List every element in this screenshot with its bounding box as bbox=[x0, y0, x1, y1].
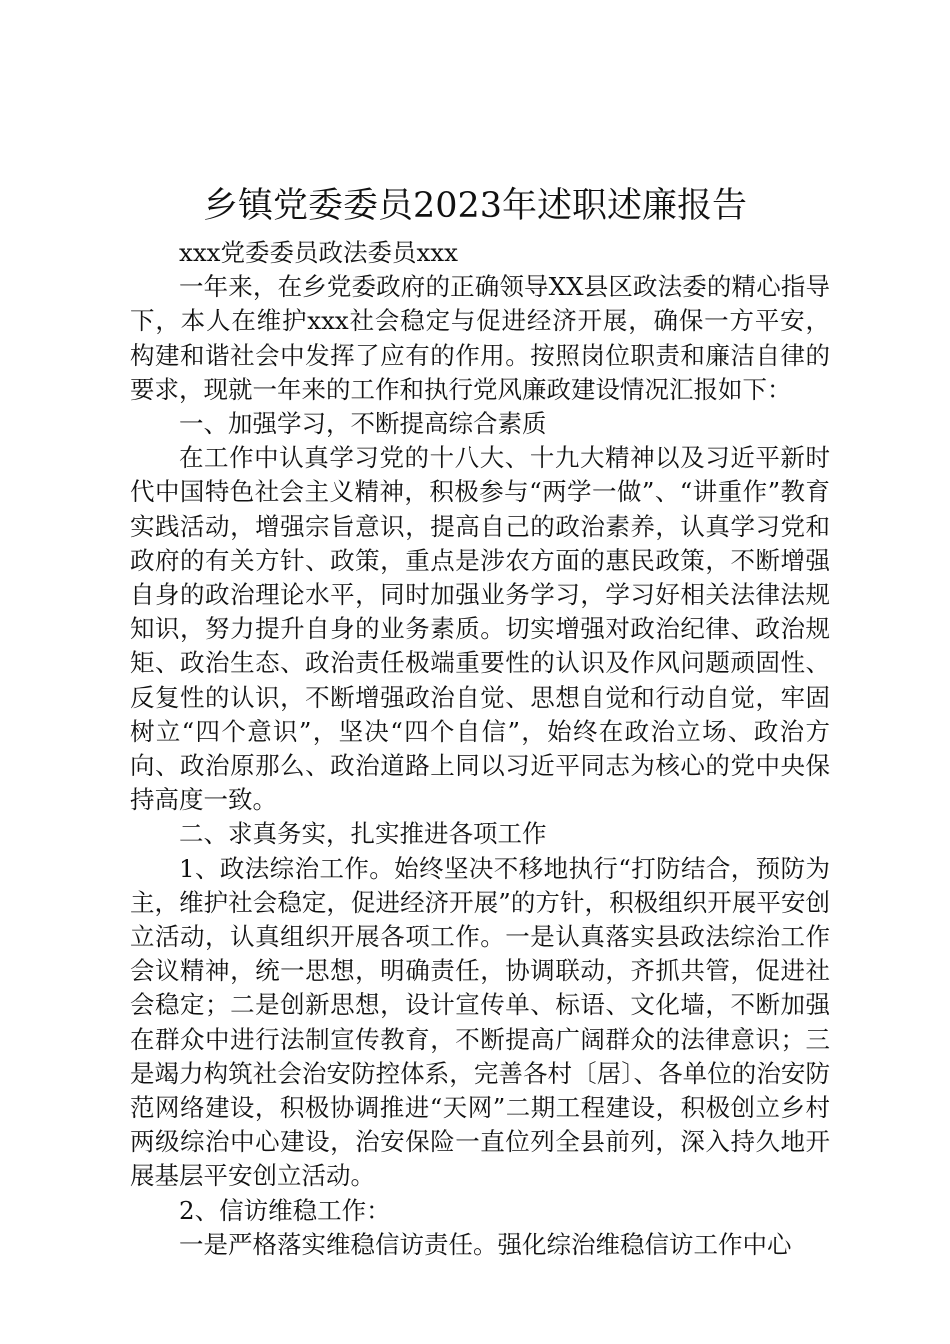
section-heading-1: 一、加强学习，不断提高综合素质 bbox=[179, 409, 547, 439]
section-heading-2: 二、求真务实，扎实推进各项工作 bbox=[179, 819, 547, 849]
paragraph-petition: 一是严格落实维稳信访责任。强化综治维稳信访工作中心 bbox=[179, 1229, 792, 1259]
document-title: 乡镇党委委员2023年述职述廉报告 bbox=[202, 186, 748, 226]
document-body bbox=[130, 236, 830, 1262]
paragraph-intro: 一年来，在乡党委政府的正确领导XX县区政法委的精心指导下，本人在维护xxx社会稳定与促进经济开展，确保一方平安，构建和谐社会中发挥了应有的作用。按照岗位职责和廉洁自律的要求，现就一年来的工作和执行党风廉政建设情况汇报如下： bbox=[130, 272, 830, 404]
subheading-petition: 2、信访维稳工作： bbox=[179, 1195, 391, 1225]
paragraph-legal-work: 1、政法综治工作。始终坚决不移地执行“打防结合，预防为主，维护社会稳定，促进经济开展”的方针，积极组织开展平安创立活动，认真组织开展各项工作。一是认真落实县政法综治工作会议精神，统一思想，明确责任，协调联动，齐抓共管，促进社会稳定；二是创新思想，设计宣传单、标语、文化墙，不断加强在群众中进行法制宣传教育，不断提高广阔群众的法律意识；三是竭力构筑社会治安防控体系，完善各村〔居〕、各单位的治安防范网络建设，积极协调推进“天网”二期工程建设，积极创立乡村两级综治中心建设，治安保险一直位列全县前列，深入持久地开展基层平安创立活动。 bbox=[130, 853, 830, 1191]
paragraph-study: 在工作中认真学习党的十八大、十九大精神以及习近平新时代中国特色社会主义精神，积极参与“两学一做”、“讲重作”教育实践活动，增强宗旨意识，提高自己的政治素养，认真学习党和政府的有关方针、政策，重点是涉农方面的惠民政策，不断增强自身的政治理论水平，同时加强业务学习，学习好相关法律法规知识，努力提升自身的业务素质。切实增强对政治纪律、政治规矩、政治生态、政治责任极端重要性的认识及作风问题顽固性、反复性的认识，不断增强政治自觉、思想自觉和行动自觉，牢固树立“四个意识”，坚决“四个自信”，始终在政治立场、政治方向、政治原那么、政治道路上同以习近平同志为核心的党中央保持高度一致。 bbox=[130, 443, 830, 815]
author-line: xxx党委委员政法委员xxx bbox=[179, 238, 458, 267]
